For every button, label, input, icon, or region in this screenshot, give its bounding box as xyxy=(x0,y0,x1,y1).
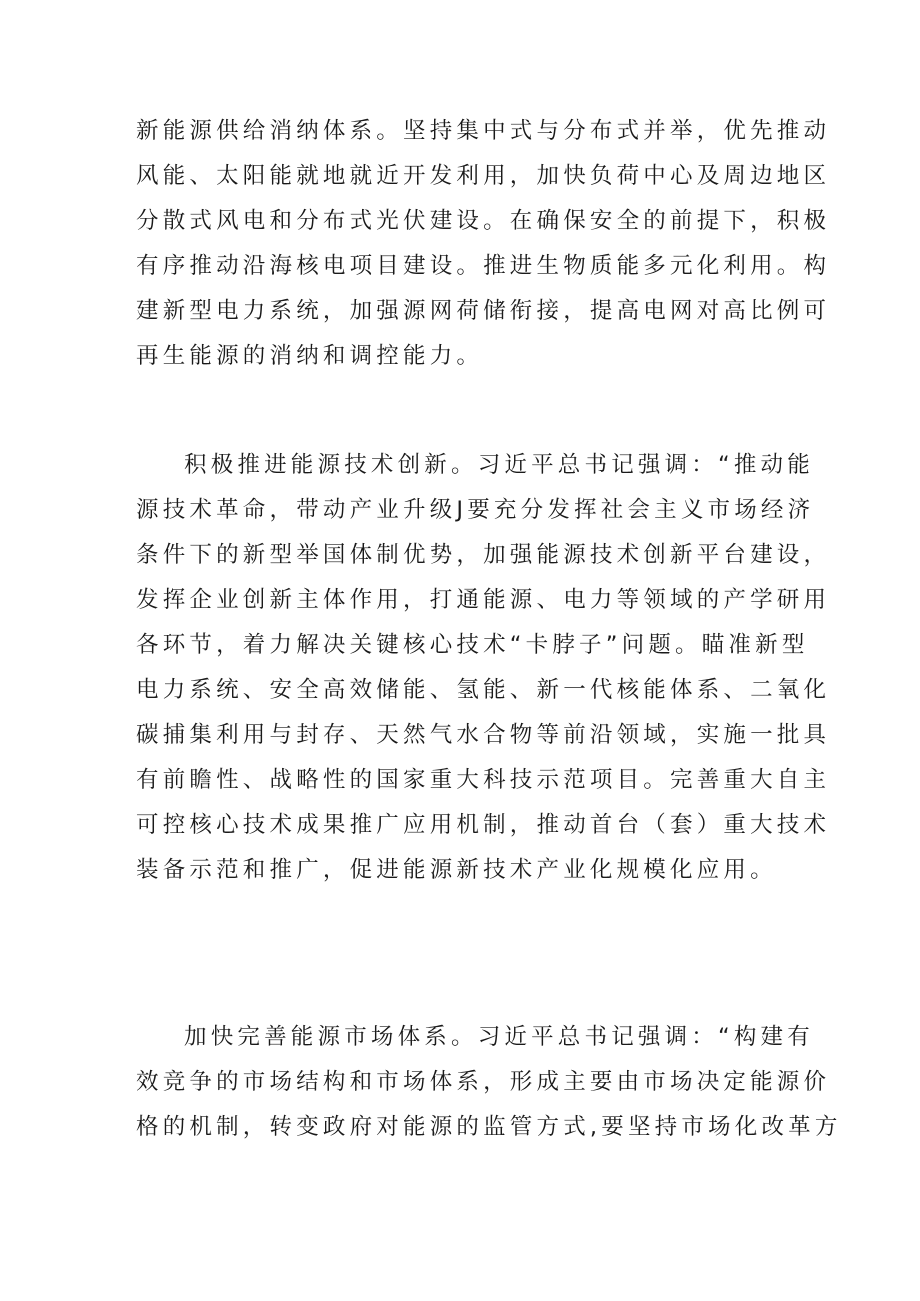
text-line: 效竞争的市场结构和市场体系，形成主要由市场决定能源价 xyxy=(136,1069,831,1095)
text-line: 发挥企业创新主体作用，打通能源、电力等领域的产学研用 xyxy=(136,587,831,613)
paragraph-energy-market-system xyxy=(136,1015,842,1150)
text-line: 风能、太阳能就地就近开发利用，加快负荷中心及周边地区 xyxy=(136,163,831,189)
paragraph-energy-tech-innovation xyxy=(136,443,831,893)
text-line: 积极推进能源技术创新。习近平总书记强调：“推动能 xyxy=(184,452,814,478)
paragraph-new-energy-supply xyxy=(136,109,831,379)
text-line: 条件下的新型举国体制优势，加强能源技术创新平台建设， xyxy=(136,542,831,568)
text-line: 再生能源的消纳和调控能力。 xyxy=(136,343,484,369)
text-line: 建新型电力系统，加强源网荷储衔接，提高电网对高比例可 xyxy=(136,298,831,324)
text-line: 分散式风电和分布式光伏建设。在确保安全的前提下，积极 xyxy=(136,208,831,234)
text-line: 格的机制，转变政府对能源的监管方式,要坚持市场化改革方 xyxy=(136,1114,842,1140)
text-line: 加快完善能源市场体系。习近平总书记强调：“构建有 xyxy=(184,1024,814,1050)
text-line: 可控核心技术成果推广应用机制，推动首台（套）重大技术 xyxy=(136,812,831,838)
text-line: 各环节，着力解决关键核心技术“卡脖子”问题。瞄准新型 xyxy=(136,632,809,658)
text-line: 源技术革命，带动产业升级J要充分发挥社会主义市场经济 xyxy=(136,497,815,523)
text-line: 有前瞻性、战略性的国家重大科技示范项目。完善重大自主 xyxy=(136,767,831,793)
text-line: 新能源供给消纳体系。坚持集中式与分布式并举，优先推动 xyxy=(136,118,831,144)
text-line: 装备示范和推广，促进能源新技术产业化规模化应用。 xyxy=(136,857,777,883)
text-line: 电力系统、安全高效储能、氢能、新一代核能体系、二氧化 xyxy=(136,677,831,703)
text-line: 碳捕集利用与封存、天然气水合物等前沿领域，实施一批具 xyxy=(136,722,831,748)
text-line: 有序推动沿海核电项目建设。推进生物质能多元化利用。构 xyxy=(136,253,831,279)
